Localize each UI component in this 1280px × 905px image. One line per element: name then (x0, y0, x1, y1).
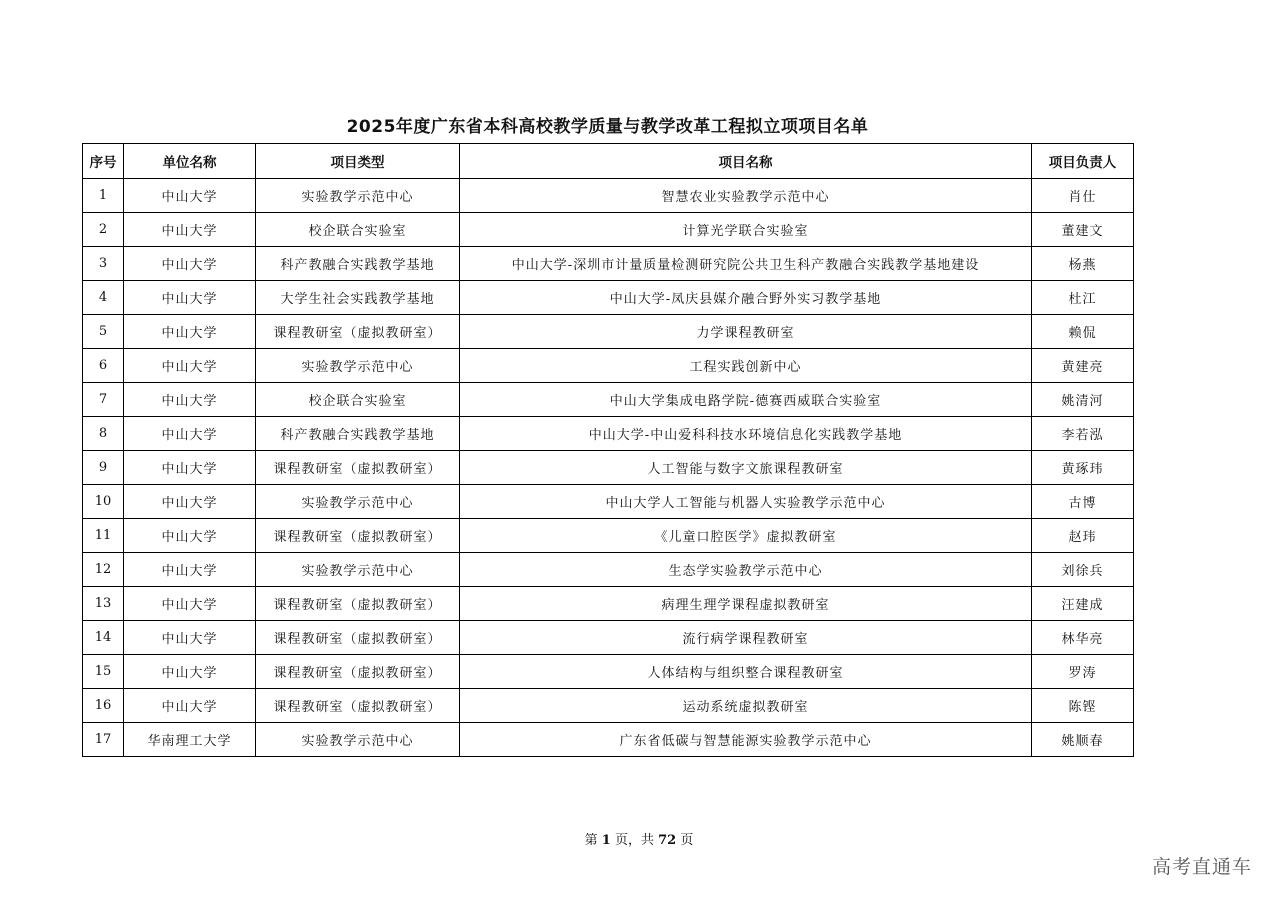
table-row (83, 519, 1134, 553)
cell-index: 3 (83, 247, 124, 281)
cell-index: 15 (83, 655, 124, 689)
table-body (83, 179, 1134, 757)
cell-leader: 刘徐兵 (1032, 553, 1134, 587)
cell-type: 课程教研室（虚拟教研室） (256, 315, 460, 349)
project-table (82, 143, 1134, 757)
cell-leader: 陈铿 (1032, 689, 1134, 723)
cell-index: 14 (83, 621, 124, 655)
cell-type: 科产教融合实践教学基地 (256, 247, 460, 281)
header-unit: 单位名称 (124, 144, 256, 179)
table-row (83, 349, 1134, 383)
table-row (83, 655, 1134, 689)
cell-type: 科产教融合实践教学基地 (256, 417, 460, 451)
cell-project-name: 人体结构与组织整合课程教研室 (460, 655, 1032, 689)
cell-project-name: 智慧农业实验教学示范中心 (460, 179, 1032, 213)
table-row (83, 553, 1134, 587)
cell-index: 8 (83, 417, 124, 451)
cell-unit: 华南理工大学 (124, 723, 256, 757)
cell-leader: 杜江 (1032, 281, 1134, 315)
cell-unit: 中山大学 (124, 553, 256, 587)
cell-unit: 中山大学 (124, 621, 256, 655)
table-row (83, 315, 1134, 349)
cell-project-name: 计算光学联合实验室 (460, 213, 1032, 247)
cell-unit: 中山大学 (124, 281, 256, 315)
cell-leader: 赖侃 (1032, 315, 1134, 349)
cell-project-name: 广东省低碳与智慧能源实验教学示范中心 (460, 723, 1032, 757)
page-suffix: 页 (680, 833, 694, 848)
cell-unit: 中山大学 (124, 519, 256, 553)
cell-unit: 中山大学 (124, 587, 256, 621)
page-total: 72 (658, 833, 677, 848)
cell-type: 实验教学示范中心 (256, 179, 460, 213)
cell-unit: 中山大学 (124, 689, 256, 723)
cell-index: 6 (83, 349, 124, 383)
cell-index: 2 (83, 213, 124, 247)
page-prefix: 第 (584, 833, 598, 848)
cell-index: 7 (83, 383, 124, 417)
cell-leader: 汪建成 (1032, 587, 1134, 621)
header-project-name: 项目名称 (460, 144, 1032, 179)
cell-index: 17 (83, 723, 124, 757)
cell-project-name: 人工智能与数字文旅课程教研室 (460, 451, 1032, 485)
cell-index: 12 (83, 553, 124, 587)
cell-project-name: 生态学实验教学示范中心 (460, 553, 1032, 587)
cell-leader: 杨燕 (1032, 247, 1134, 281)
cell-type: 课程教研室（虚拟教研室） (256, 689, 460, 723)
table-row (83, 621, 1134, 655)
cell-type: 校企联合实验室 (256, 383, 460, 417)
cell-index: 13 (83, 587, 124, 621)
cell-type: 大学生社会实践教学基地 (256, 281, 460, 315)
cell-unit: 中山大学 (124, 383, 256, 417)
cell-project-name: 流行病学课程教研室 (460, 621, 1032, 655)
cell-type: 实验教学示范中心 (256, 723, 460, 757)
cell-leader: 古博 (1032, 485, 1134, 519)
cell-type: 课程教研室（虚拟教研室） (256, 519, 460, 553)
cell-project-name: 中山大学-深圳市计量质量检测研究院公共卫生科产教融合实践教学基地建设 (460, 247, 1032, 281)
cell-project-name: 《儿童口腔医学》虚拟教研室 (460, 519, 1032, 553)
cell-project-name: 中山大学人工智能与机器人实验教学示范中心 (460, 485, 1032, 519)
watermark-text: 高考直通车 (1151, 856, 1252, 878)
cell-leader: 林华亮 (1032, 621, 1134, 655)
cell-project-name: 中山大学-中山爱科科技水环境信息化实践教学基地 (460, 417, 1032, 451)
table-row (83, 451, 1134, 485)
cell-unit: 中山大学 (124, 247, 256, 281)
cell-type: 课程教研室（虚拟教研室） (256, 621, 460, 655)
header-type: 项目类型 (256, 144, 460, 179)
document-title: 2025年度广东省本科高校教学质量与教学改革工程拟立项项目名单 (346, 117, 869, 137)
cell-unit: 中山大学 (124, 315, 256, 349)
cell-index: 4 (83, 281, 124, 315)
cell-unit: 中山大学 (124, 655, 256, 689)
cell-leader: 黄建亮 (1032, 349, 1134, 383)
cell-unit: 中山大学 (124, 213, 256, 247)
cell-project-name: 工程实践创新中心 (460, 349, 1032, 383)
cell-project-name: 运动系统虚拟教研室 (460, 689, 1032, 723)
cell-leader: 肖仕 (1032, 179, 1134, 213)
cell-type: 实验教学示范中心 (256, 485, 460, 519)
cell-leader: 黄琢玮 (1032, 451, 1134, 485)
cell-unit: 中山大学 (124, 417, 256, 451)
table-header (83, 144, 1134, 179)
header-row (83, 144, 1134, 179)
table-row (83, 417, 1134, 451)
cell-type: 实验教学示范中心 (256, 349, 460, 383)
page-current: 1 (601, 833, 611, 848)
cell-type: 校企联合实验室 (256, 213, 460, 247)
cell-type: 课程教研室（虚拟教研室） (256, 655, 460, 689)
table-row (83, 281, 1134, 315)
cell-leader: 董建文 (1032, 213, 1134, 247)
table-row (83, 689, 1134, 723)
cell-leader: 赵玮 (1032, 519, 1134, 553)
cell-index: 16 (83, 689, 124, 723)
cell-leader: 姚顺春 (1032, 723, 1134, 757)
table-row (83, 383, 1134, 417)
table-row (83, 179, 1134, 213)
cell-project-name: 中山大学集成电路学院-德赛西威联合实验室 (460, 383, 1032, 417)
page-footer (0, 829, 1278, 848)
cell-index: 1 (83, 179, 124, 213)
cell-index: 9 (83, 451, 124, 485)
cell-index: 5 (83, 315, 124, 349)
table-row (83, 247, 1134, 281)
cell-project-name: 中山大学-凤庆县媒介融合野外实习教学基地 (460, 281, 1032, 315)
table-row (83, 587, 1134, 621)
page-middle: 页，共 (614, 833, 654, 848)
cell-index: 10 (83, 485, 124, 519)
cell-unit: 中山大学 (124, 451, 256, 485)
cell-leader: 姚清河 (1032, 383, 1134, 417)
table-row (83, 485, 1134, 519)
cell-type: 课程教研室（虚拟教研室） (256, 451, 460, 485)
header-index: 序号 (83, 144, 124, 179)
table-row (83, 213, 1134, 247)
header-leader: 项目负责人 (1032, 144, 1134, 179)
cell-unit: 中山大学 (124, 485, 256, 519)
cell-unit: 中山大学 (124, 349, 256, 383)
cell-type: 实验教学示范中心 (256, 553, 460, 587)
cell-type: 课程教研室（虚拟教研室） (256, 587, 460, 621)
cell-unit: 中山大学 (124, 179, 256, 213)
table-row (83, 723, 1134, 757)
cell-index: 11 (83, 519, 124, 553)
cell-leader: 李若泓 (1032, 417, 1134, 451)
cell-project-name: 病理生理学课程虚拟教研室 (460, 587, 1032, 621)
cell-leader: 罗涛 (1032, 655, 1134, 689)
cell-project-name: 力学课程教研室 (460, 315, 1032, 349)
